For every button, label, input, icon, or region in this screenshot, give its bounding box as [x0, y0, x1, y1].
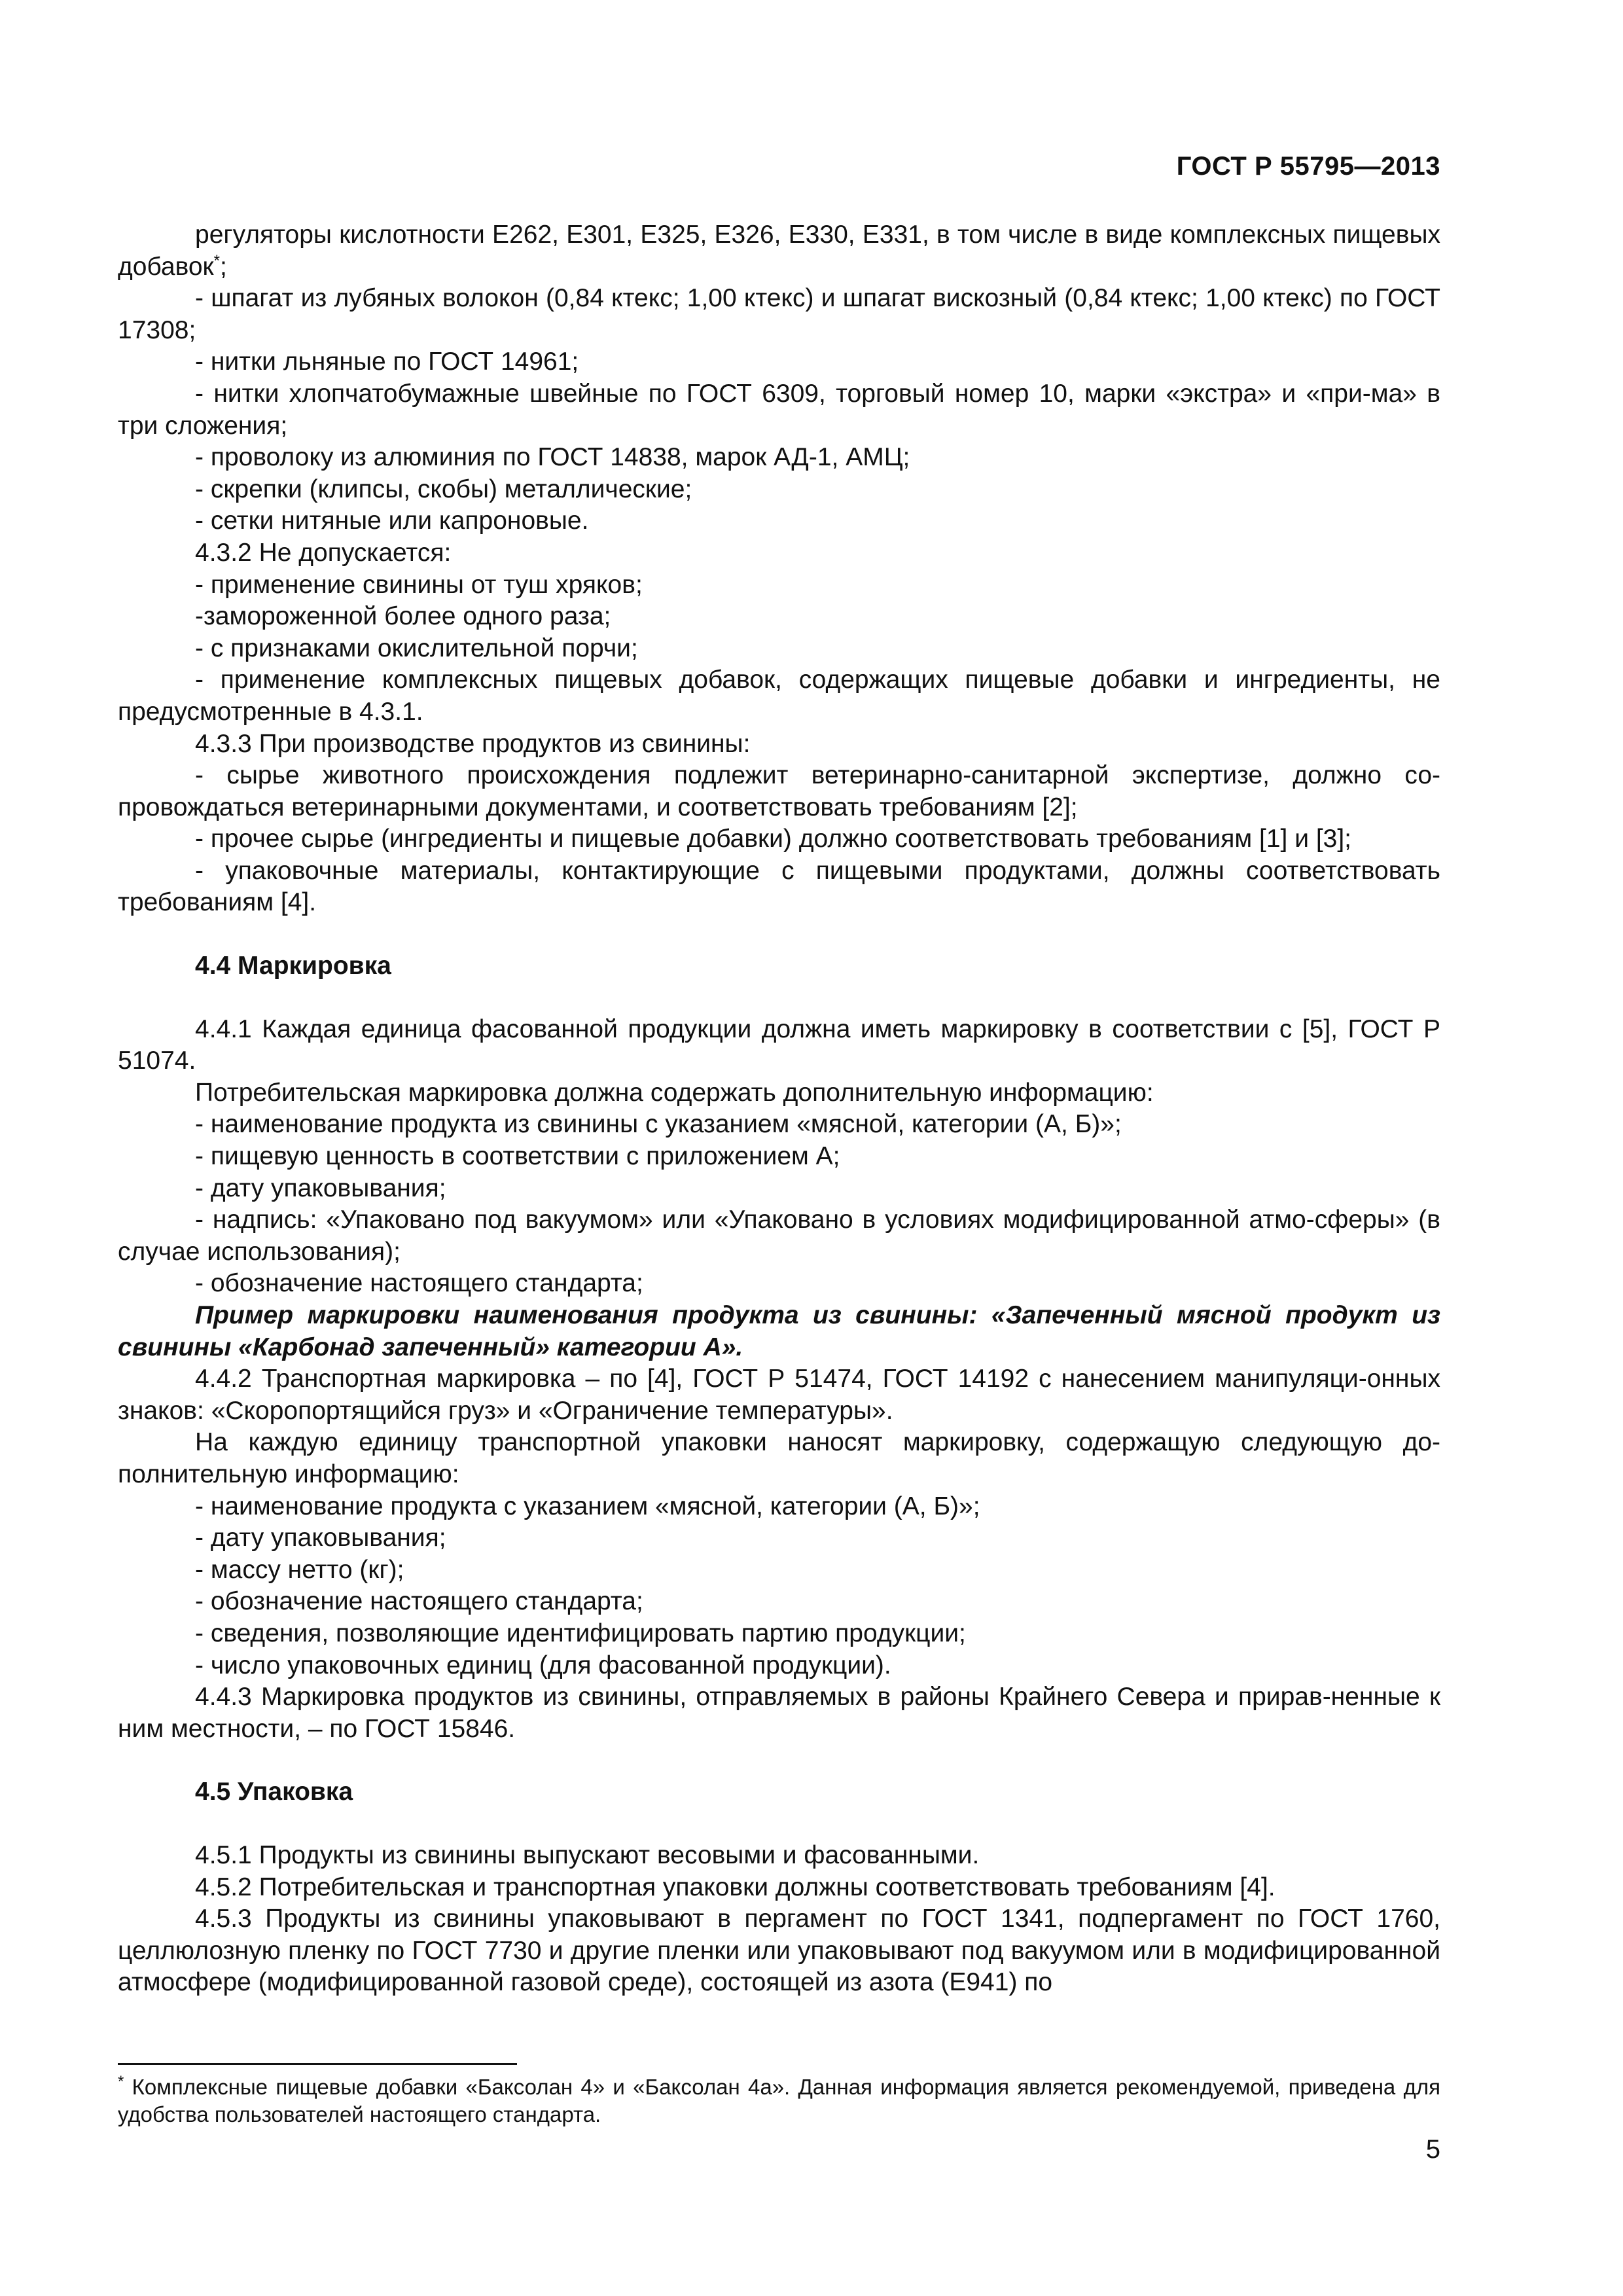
list-item: - надпись: «Упаковано под вакуумом» или «Упаковано в условиях модифицированной атмо-сферы» (в случае использования);: [118, 1206, 1440, 1266]
footnote-reference: *: [213, 251, 220, 270]
section-heading-4-5: 4.5 Упаковка: [195, 1778, 353, 1806]
paragraph: Потребительская маркировка должна содержать дополнительную информацию:: [195, 1078, 1154, 1107]
list-item: - сведения, позволяющие идентифицировать партию продукции;: [195, 1619, 966, 1647]
list-item: - нитки льняные по ГОСТ 14961;: [195, 348, 579, 376]
list-item: - упаковочные материалы, контактирующие с пищевыми продуктами, должны соответствовать требованиям [4].: [118, 856, 1440, 917]
footnote-mark: *: [118, 2073, 124, 2090]
footnote-text: Комплексные пищевые добавки «Баксолан 4» и «Баксолан 4а». Данная информация является рекомендуемой, приведена для удобства пользователей настоящего стандарта.: [118, 2075, 1440, 2126]
list-item: - применение комплексных пищевых добавок, содержащих пищевые добавки и ингредиенты, не предусмотренные в 4.3.1.: [118, 666, 1440, 726]
paragraph-text: регуляторы кислотности Е262, Е301, Е325, Е326, Е330, Е331, в том числе в виде комплексных пищевых добавок: [118, 221, 1440, 281]
page-number: 5: [1425, 2135, 1440, 2164]
list-item: - проволоку из алюминия по ГОСТ 14838, марок АД-1, АМЦ;: [195, 443, 910, 472]
list-item: - нитки хлопчатобумажные швейные по ГОСТ 6309, торговый номер 10, марки «экстра» и «при-ма» в три сложения;: [118, 379, 1440, 440]
list-item: -замороженной более одного раза;: [195, 602, 611, 631]
clause-4-4-1: 4.4.1 Каждая единица фасованной продукции должна иметь маркировку в соответствии с [5], ГОСТ Р 51074.: [118, 1014, 1440, 1075]
list-item: - массу нетто (кг);: [195, 1555, 404, 1584]
clause-4-4-3: 4.4.3 Маркировка продуктов из свинины, отправляемых в районы Крайнего Севера и прирав-ненные к ним местности, – по ГОСТ 15846.: [118, 1683, 1440, 1743]
document-body: [118, 219, 1440, 1999]
list-item: - число упаковочных единиц (для фасованной продукции).: [195, 1651, 891, 1679]
list-item: - прочее сырье (ингредиенты и пищевые добавки) должно соответствовать требованиям [1] и [3];: [195, 825, 1352, 853]
clause-4-3-3: 4.3.3 При производстве продуктов из свинины:: [195, 729, 751, 758]
list-item: - дату упаковывания;: [195, 1524, 446, 1552]
list-item: - наименование продукта из свинины с указанием «мясной, категории (А, Б)»;: [195, 1110, 1122, 1139]
list-item: - сетки нитяные или капроновые.: [195, 507, 589, 535]
document-header: ГОСТ Р 55795—2013: [1176, 152, 1440, 181]
clause-4-3-2: 4.3.2 Не допускается:: [195, 538, 452, 567]
paragraph-acidity-regulators: [118, 219, 1440, 283]
footnote-divider: [118, 2063, 517, 2065]
list-item: - обозначение настоящего стандарта;: [195, 1587, 643, 1616]
paragraph-text-end: ;: [219, 252, 227, 281]
footnote: [118, 2073, 1440, 2128]
list-item: - сырье животного происхождения подлежит ветеринарно-санитарной экспертизе, должно со-провождаться ветеринарными документами, и соответствовать требованиям [2];: [118, 761, 1440, 821]
labeling-example: Пример маркировки наименования продукта из свинины: «Запеченный мясной продукт из свинины «Карбонад запеченный» категории А».: [118, 1301, 1440, 1361]
list-item: - применение свинины от туш хряков;: [195, 570, 643, 599]
section-heading-4-4: 4.4 Маркировка: [195, 952, 391, 980]
list-item: - наименование продукта с указанием «мясной, категории (А, Б)»;: [195, 1492, 980, 1520]
list-item: - с признаками окислительной порчи;: [195, 634, 638, 662]
list-item: - дату упаковывания;: [195, 1174, 446, 1202]
paragraph: На каждую единицу транспортной упаковки наносят маркировку, содержащую следующую до-полнительную информацию:: [118, 1428, 1440, 1488]
list-item: - шпагат из лубяных волокон (0,84 ктекс; 1,00 ктекс) и шпагат вискозный (0,84 ктекс; 1,00 ктекс) по ГОСТ 17308;: [118, 284, 1440, 344]
clause-4-4-2: 4.4.2 Транспортная маркировка – по [4], ГОСТ Р 51474, ГОСТ 14192 с нанесением манипуляци-онных знаков: «Скоропортящийся груз» и «Ограничение температуры».: [118, 1365, 1440, 1425]
list-item: - обозначение настоящего стандарта;: [195, 1269, 643, 1298]
clause-4-5-1: 4.5.1 Продукты из свинины выпускают весовыми и фасованными.: [195, 1840, 980, 1869]
clause-4-5-2: 4.5.2 Потребительская и транспортная упаковки должны соответствовать требованиям [4].: [195, 1873, 1275, 1901]
list-item: - скрепки (клипсы, скобы) металлические;: [195, 475, 692, 503]
clause-4-5-3: 4.5.3 Продукты из свинины упаковывают в пергамент по ГОСТ 1341, подпергамент по ГОСТ 1760, целлюлозную пленку по ГОСТ 7730 и другие пленки или упаковывают под вакуумом или в модифицированной атмосфере (модифицированной газовой среде), состоящей из азота (Е941) по: [118, 1905, 1440, 1997]
list-item: - пищевую ценность в соответствии с приложением А;: [195, 1142, 840, 1171]
